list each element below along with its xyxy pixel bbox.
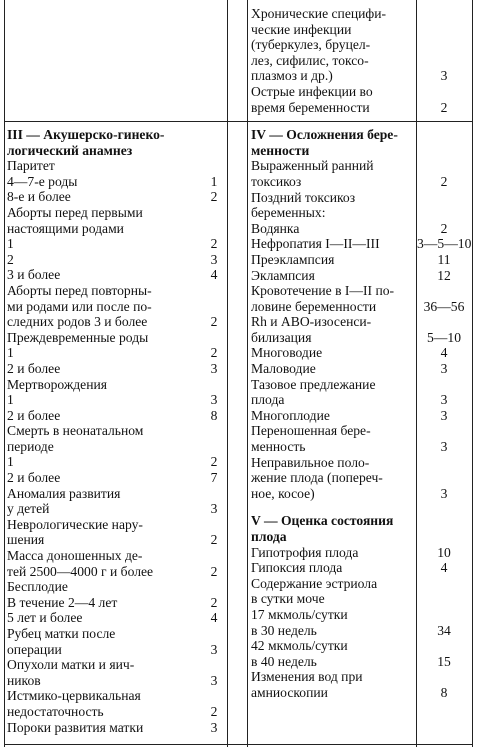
table-row-line bbox=[251, 84, 471, 100]
table-row-line bbox=[7, 189, 231, 205]
table-row-line-label: Изменения вод при bbox=[251, 669, 363, 685]
table-row-line bbox=[251, 190, 471, 206]
section-title bbox=[251, 513, 471, 529]
table-row-line bbox=[7, 377, 231, 393]
table-row-line bbox=[7, 517, 231, 533]
table-row-line bbox=[7, 158, 231, 174]
table-row-line bbox=[251, 37, 471, 53]
table-row-line-label: Тазовое предлежание bbox=[251, 376, 376, 392]
table-row-line bbox=[7, 548, 231, 564]
table-row-line-label: Опухоли матки и яич- bbox=[7, 657, 135, 673]
table-row-line-label: В течение 2—4 лет bbox=[7, 594, 118, 610]
table-row-line-score: 2 bbox=[440, 173, 448, 189]
table-row-line-label: в сутки моче bbox=[251, 591, 325, 607]
table-row-line-label: амниоскопии bbox=[251, 684, 328, 700]
table-row-line-label: Нефропатия I—II—III bbox=[251, 236, 380, 252]
table-row-line bbox=[7, 642, 231, 658]
table-row-line bbox=[7, 299, 231, 315]
table-row-line bbox=[251, 545, 471, 561]
table-row-line bbox=[251, 174, 471, 190]
table-row-line-score: 7 bbox=[210, 470, 218, 486]
table-row-line bbox=[251, 236, 471, 252]
table-row-line bbox=[7, 392, 231, 408]
table-row-line-label: Истмико-цервикальная bbox=[7, 688, 141, 704]
table-row-line-label: тей 2500—4000 г и более bbox=[7, 563, 154, 579]
table-row-line-label: 4—7-е роды bbox=[7, 173, 78, 189]
table-row-line-score: 4 bbox=[210, 267, 218, 283]
table-row-line-label: Гипоксия плода bbox=[251, 560, 343, 576]
table-row-line bbox=[251, 205, 471, 221]
table-row-line-label: Масса доношенных де- bbox=[7, 548, 143, 564]
table-row-line-label: 2 и более bbox=[7, 360, 61, 376]
table-row-line bbox=[251, 314, 471, 330]
table-row-line bbox=[251, 669, 471, 685]
section-title bbox=[251, 127, 471, 143]
table-row-line-label: Эклампсия bbox=[251, 267, 315, 283]
table-row-line bbox=[7, 657, 231, 673]
table-row-line-label: 17 мкмоль/сутки bbox=[251, 606, 348, 622]
table-row-line bbox=[251, 654, 471, 670]
table-row-line-label: беременных: bbox=[251, 205, 326, 221]
table-row-line-label: Острые инфекции во bbox=[251, 83, 373, 99]
table-row-line-label: менность bbox=[251, 439, 306, 455]
table-row-line-label: ников bbox=[7, 672, 41, 688]
table-row-line bbox=[251, 268, 471, 284]
table-row-line bbox=[7, 439, 231, 455]
table-row-line-label: недостаточность bbox=[7, 703, 104, 719]
table-row-line bbox=[7, 673, 231, 689]
table-row-line-label: 1 bbox=[7, 236, 14, 252]
table-row-line bbox=[7, 221, 231, 237]
table-row-line-score: 2 bbox=[440, 220, 448, 236]
table-row-line-label: билизация bbox=[251, 329, 312, 345]
table-row-line-label: Содержание эстриола bbox=[251, 575, 378, 591]
table-row-line-label: время беременности bbox=[251, 99, 370, 115]
table-row-line-score: 12 bbox=[437, 267, 451, 283]
table-row-line-label: Мертворождения bbox=[7, 376, 108, 392]
table-row-line-label: 1 bbox=[7, 392, 14, 408]
table-row-line-score: 2 bbox=[210, 563, 218, 579]
table-row-line bbox=[7, 595, 231, 611]
table-row-line bbox=[251, 486, 471, 502]
table-row-line bbox=[251, 158, 471, 174]
table-row-line-label: (туберкулез, бруцел- bbox=[251, 37, 371, 53]
table-row-line bbox=[7, 408, 231, 424]
table-row-line bbox=[251, 560, 471, 576]
table-row-line-label: 2 и более bbox=[7, 470, 61, 486]
table-row-line bbox=[251, 638, 471, 654]
table-row-line-label: Кровотечение в I—II по- bbox=[251, 283, 395, 299]
table-row-line-label: Паритет bbox=[7, 158, 55, 174]
table-row-line-label: 8-е и более bbox=[7, 189, 71, 205]
section-title-label: логический анамнез bbox=[7, 142, 133, 158]
table-row-line bbox=[7, 283, 231, 299]
table-row-line-score: 10 bbox=[437, 544, 451, 560]
table-row-line-label: Переношенная бере- bbox=[251, 423, 371, 439]
table-row-line-label: 2 bbox=[7, 251, 14, 267]
table-row-line-label: жение плода (попереч- bbox=[251, 470, 383, 486]
section-title-label: IV — Осложнения бере- bbox=[251, 127, 398, 143]
section-title-label: менности bbox=[251, 142, 310, 158]
table-row-line-label: Маловодие bbox=[251, 361, 316, 377]
table-row-line-label: 5 лет и более bbox=[7, 610, 83, 626]
section-title bbox=[251, 143, 471, 159]
table-row-line-label: Преэклампсия bbox=[251, 251, 335, 267]
table-row-line-score: 5—10 bbox=[427, 329, 461, 345]
table-row-line-score: 4 bbox=[210, 610, 218, 626]
table-row-line bbox=[7, 486, 231, 502]
table-row-line bbox=[251, 283, 471, 299]
table-row-line bbox=[251, 408, 471, 424]
table-row-line-label: Бесплодие bbox=[7, 579, 68, 595]
table-row-line bbox=[7, 345, 231, 361]
table-row-line-score: 36—56 bbox=[423, 298, 465, 314]
table-row-line-label: Поздний токсикоз bbox=[251, 189, 356, 205]
table-row-line bbox=[251, 6, 471, 22]
table-row-line bbox=[7, 252, 231, 268]
table-row-line bbox=[251, 252, 471, 268]
table-row-line-label: Rh и АВО-изосенси- bbox=[251, 314, 372, 330]
table-row-line bbox=[7, 688, 231, 704]
spacer bbox=[251, 501, 471, 513]
table-row-line-label: в 30 недель bbox=[251, 622, 317, 638]
table-row-line-label: лез, сифилис, токсо- bbox=[251, 52, 369, 68]
table-row-line-label: 1 bbox=[7, 345, 14, 361]
table-row-line bbox=[7, 501, 231, 517]
table-row-line bbox=[7, 626, 231, 642]
table-row-line-label: Аномалия развития bbox=[7, 485, 121, 501]
table-row-line-label: плазмоз и др.) bbox=[251, 68, 333, 84]
spacer bbox=[251, 115, 471, 127]
table-row-line-score: 2 bbox=[210, 532, 218, 548]
table-row-line bbox=[251, 607, 471, 623]
table-row-line-label: Хронические специфи- bbox=[251, 6, 387, 21]
table-row-line-label: операции bbox=[7, 641, 62, 657]
table-row-line bbox=[251, 345, 471, 361]
table-row-line-label: Неврологические нару- bbox=[7, 516, 143, 532]
table-row-line-score: 2 bbox=[210, 236, 218, 252]
table-row-line-label: Аборты перед повторны- bbox=[7, 282, 152, 298]
table-row-line-label: настоящими родами bbox=[7, 220, 124, 236]
table-row-line bbox=[251, 299, 471, 315]
table-row-line bbox=[251, 53, 471, 69]
table-row-line bbox=[251, 392, 471, 408]
table-row-line-label: Неправильное поло- bbox=[251, 454, 370, 470]
table-row-line bbox=[7, 236, 231, 252]
table-border-bottom bbox=[4, 744, 473, 745]
table-row-line bbox=[7, 610, 231, 626]
table-row-line bbox=[7, 314, 231, 330]
table-row-line-label: Аборты перед первыми bbox=[7, 204, 143, 220]
table-border-left bbox=[4, 0, 5, 747]
table-row-line-label: Преждевременные роды bbox=[7, 329, 149, 345]
table-row-line-label: ми родами или после по- bbox=[7, 298, 152, 314]
table-row-line bbox=[7, 361, 231, 377]
table-row-line-score: 3—5—10 bbox=[417, 236, 472, 252]
table-row-line bbox=[7, 423, 231, 439]
table-row-line-label: Водянка bbox=[251, 220, 300, 236]
table-row-line-label: Выраженный ранний bbox=[251, 158, 374, 174]
table-row-line bbox=[251, 22, 471, 38]
table-row-line-score: 2 bbox=[210, 345, 218, 361]
table-row-line-score: 8 bbox=[210, 407, 218, 423]
table-row-line bbox=[251, 439, 471, 455]
table-row-line bbox=[251, 330, 471, 346]
table-row-line-score: 3 bbox=[210, 672, 218, 688]
table-row-line-label: Многоплодие bbox=[251, 407, 330, 423]
table-row-line-score: 3 bbox=[440, 439, 448, 455]
table-row-line bbox=[7, 267, 231, 283]
table-row-line-score: 3 bbox=[210, 251, 218, 267]
table-row-line bbox=[251, 361, 471, 377]
section-title bbox=[251, 529, 471, 545]
table-row-line-label: периоде bbox=[7, 438, 54, 454]
table-row-line-label: 1 bbox=[7, 454, 14, 470]
table-row-line-score: 2 bbox=[210, 454, 218, 470]
table-row-line-label: Гипотрофия плода bbox=[251, 544, 359, 560]
table-row-line-label: Рубец матки после bbox=[7, 626, 116, 641]
table-row-line bbox=[251, 68, 471, 84]
right-column bbox=[251, 0, 471, 701]
table-row-line-score: 2 bbox=[210, 703, 218, 719]
table-row-line-label: ловине беременности bbox=[251, 298, 377, 314]
table-row-line-score: 2 bbox=[210, 594, 218, 610]
table-row-line bbox=[251, 623, 471, 639]
table-row-line bbox=[251, 591, 471, 607]
section-title bbox=[7, 127, 231, 143]
table-row-line-score: 2 bbox=[210, 189, 218, 205]
section-title bbox=[7, 143, 231, 159]
table-row-line-label: токсикоз bbox=[251, 173, 302, 189]
table-row-line bbox=[7, 532, 231, 548]
table-row-line-label: ческие инфекции bbox=[251, 21, 352, 37]
table-row-line bbox=[251, 455, 471, 471]
table-row-line-label: 3 и более bbox=[7, 267, 61, 283]
table-row-line-score: 3 bbox=[440, 407, 448, 423]
table-row-line bbox=[251, 470, 471, 486]
table-row-line bbox=[7, 454, 231, 470]
table-row-line-score: 2 bbox=[440, 99, 448, 115]
table-row-line bbox=[251, 423, 471, 439]
table-row-line-score: 4 bbox=[440, 560, 448, 576]
table-row-line-score: 8 bbox=[440, 684, 448, 700]
table-row-line bbox=[7, 720, 231, 736]
table-row-line-score: 34 bbox=[437, 622, 451, 638]
left-column bbox=[7, 127, 231, 735]
table-row-line-label: ное, косое) bbox=[251, 485, 315, 501]
table-row-line-score: 3 bbox=[210, 641, 218, 657]
table-row-line bbox=[7, 205, 231, 221]
table-row-line bbox=[251, 685, 471, 701]
table-row-line-score: 3 bbox=[210, 501, 218, 517]
table-row-line-label: Смерть в неонатальном bbox=[7, 423, 144, 439]
section-title-label: плода bbox=[251, 529, 287, 544]
table-row-line bbox=[7, 330, 231, 346]
table-row-line-label: в 40 недель bbox=[251, 653, 317, 669]
section-title-label: V — Оценка состояния bbox=[251, 513, 394, 529]
table-row-line-score: 3 bbox=[440, 361, 448, 377]
table-row-line-label: 42 мкмоль/сутки bbox=[251, 638, 348, 654]
table-row-line bbox=[7, 470, 231, 486]
column-divider-center bbox=[247, 0, 248, 747]
table-row-line bbox=[251, 377, 471, 393]
section-title-label: III — Акушерско-гинеко- bbox=[7, 127, 165, 142]
table-row-line-label: шения bbox=[7, 532, 45, 548]
table-row-line-score: 15 bbox=[437, 653, 451, 669]
table-row-line-score: 3 bbox=[440, 392, 448, 408]
table-row-line-score: 4 bbox=[440, 345, 448, 361]
table-row-line bbox=[251, 576, 471, 592]
table-row-line bbox=[7, 564, 231, 580]
table-row-line-label: следних родов 3 и более bbox=[7, 314, 148, 330]
table-row-line-score: 3 bbox=[440, 485, 448, 501]
table-row-line-label: у детей bbox=[7, 501, 50, 517]
table-row-line bbox=[251, 100, 471, 116]
table-row-line-score: 3 bbox=[440, 68, 448, 84]
table-row-line-score: 11 bbox=[437, 251, 451, 267]
table-row-line bbox=[7, 579, 231, 595]
table-row-line bbox=[251, 221, 471, 237]
table-row-line bbox=[7, 174, 231, 190]
table-row-line bbox=[7, 704, 231, 720]
table-row-line-label: Пороки развития матки bbox=[7, 719, 144, 735]
table-row-line-score: 3 bbox=[210, 360, 218, 376]
table-border-right bbox=[472, 0, 473, 747]
table-row-line-label: плода bbox=[251, 392, 285, 408]
table-row-line-score: 3 bbox=[210, 719, 218, 735]
table-row-line-score: 2 bbox=[210, 314, 218, 330]
table-row-line-score: 1 bbox=[210, 173, 218, 189]
table-row-line-label: 2 и более bbox=[7, 407, 61, 423]
table-row-line-score: 3 bbox=[210, 392, 218, 408]
table-row-line-label: Многоводие bbox=[251, 345, 323, 361]
